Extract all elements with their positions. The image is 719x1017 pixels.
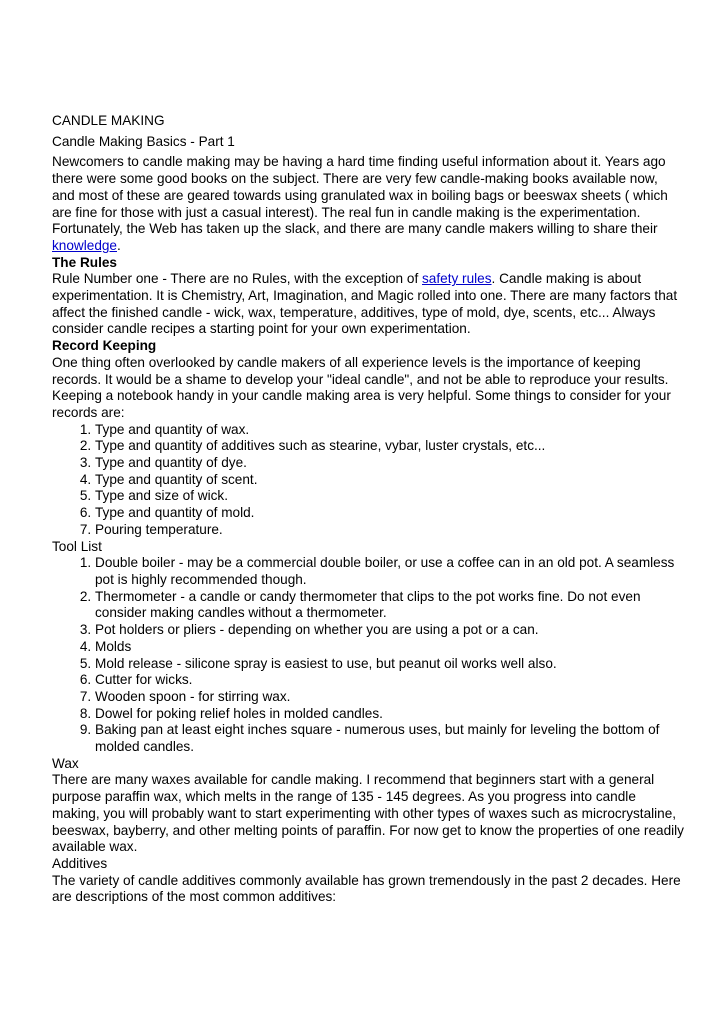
intro-text: Newcomers to candle making may be having a hard time finding useful information about it. Years ago there were some good books on the subject. There are very few candle-making books available now, and most of these are geared towards using granulated wax in boiling bags or beeswax sheets ( which are fine for those with just a casual interest). The real fun in candle making is the experimentation. Fortunately, the Web has taken up the slack, and there are many candle makers willing to share their [52, 154, 668, 237]
record-keeping-heading: Record Keeping [52, 338, 157, 354]
list-item: 5. Mold release - silicone spray is easiest to use, but peanut oil works well also. [95, 656, 684, 673]
record-keeping-paragraph: One thing often overlooked by candle makers of all experience levels is the importance of keeping records. It would be a shame to develop your "ideal candle", and not be able to reproduce your results. Keeping a notebook handy in your candle making area is very helpful. Some things to consider for your records are: [52, 354, 671, 420]
document-subtitle: Candle Making Basics - Part 1 [52, 133, 235, 149]
list-item: 3. Type and quantity of dye. [95, 455, 684, 472]
document-page [52, 113, 684, 906]
intro-paragraph [52, 154, 684, 254]
tool-list-heading: Tool List [52, 538, 102, 554]
list-item: 4. Type and quantity of scent. [95, 472, 684, 489]
list-item: 4. Molds [95, 639, 684, 656]
list-item: 3. Pot holders or pliers - depending on whether you are using a pot or a can. [95, 622, 684, 639]
wax-heading: Wax [52, 755, 79, 771]
additives-paragraph: The variety of candle additives commonly available has grown tremendously in the past 2 decades. Here are descriptions of the most common additives: [52, 872, 681, 905]
knowledge-link[interactable]: knowledge [52, 237, 117, 253]
list-item: 6. Cutter for wicks. [95, 672, 684, 689]
list-item: 8. Dowel for poking relief holes in molded candles. [95, 706, 684, 723]
tool-list [52, 555, 684, 755]
wax-paragraph: There are many waxes available for candle making. I recommend that beginners start with a general purpose paraffin wax, which melts in the range of 135 - 145 degrees. As you progress into candle making, you will probably want to start experimenting with other types of waxes such as microcrystaline, beeswax, bayberry, and other melting points of paraffin. For now get to know the properties of one readily available wax. [52, 772, 684, 855]
intro-end: . [117, 237, 121, 253]
list-item: 7. Pouring temperature. [95, 522, 684, 539]
rules-paragraph [52, 271, 684, 338]
list-item: 2. Thermometer - a candle or candy thermometer that clips to the pot works fine. Do not even consider making candles without a thermometer. [95, 589, 684, 622]
rules-text-end: . Candle making is about experimentation. It is Chemistry, Art, Imagination, and Magic rolled into one. There are many factors that affect the finished candle - wick, wax, temperature, additives, type of mold, dye, scents, etc... Always consider candle recipes a starting point for your own experimentation. [52, 271, 678, 337]
list-item: 5. Type and size of wick. [95, 488, 684, 505]
list-item: 1. Double boiler - may be a commercial double boiler, or use a coffee can in an old pot. A seamless pot is highly recommended though. [95, 555, 684, 588]
record-keeping-list [52, 422, 684, 539]
list-item: 1. Type and quantity of wax. [95, 422, 684, 439]
list-item: 6. Type and quantity of mold. [95, 505, 684, 522]
list-item: 2. Type and quantity of additives such as stearine, vybar, luster crystals, etc... [95, 438, 684, 455]
additives-heading: Additives [52, 855, 108, 871]
safety-rules-link[interactable]: safety rules [422, 271, 492, 287]
list-item: 9. Baking pan at least eight inches square - numerous uses, but mainly for leveling the bottom of molded candles. [95, 722, 684, 755]
document-title: CANDLE MAKING [52, 113, 165, 128]
list-item: 7. Wooden spoon - for stirring wax. [95, 689, 684, 706]
rules-text-start: Rule Number one - There are no Rules, with the exception of [52, 271, 422, 287]
rules-heading: The Rules [52, 254, 117, 270]
